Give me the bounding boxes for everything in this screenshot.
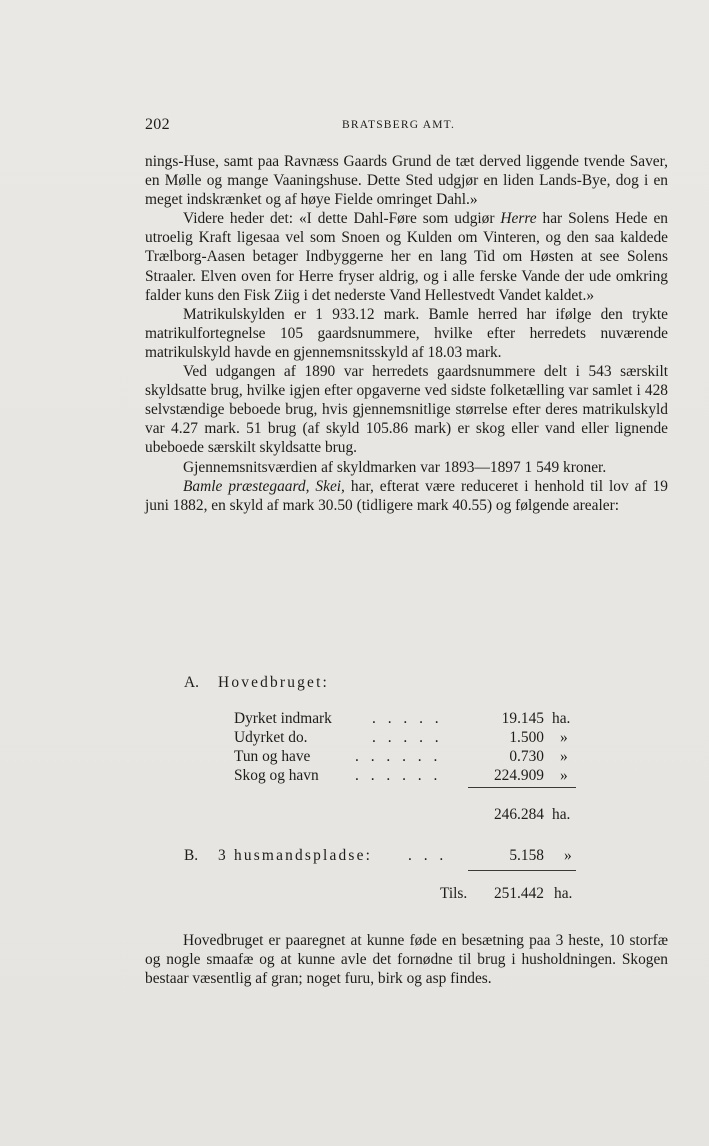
row-value-udyrket: 1.500: [509, 729, 544, 746]
row-unit-dyrket: ha.: [552, 710, 571, 727]
row-unit-udyrket: »: [560, 729, 568, 746]
row-value-skog: 224.909: [493, 767, 544, 784]
paragraph-5: Gjennemsnitsværdien af skyldmarken var 1893—1897 1 549 kroner.: [183, 458, 607, 476]
section-b-title: 3 husmandspladse:: [218, 847, 373, 864]
running-head: BRATSBERG AMT.: [342, 119, 456, 131]
section-a-letter: A.: [184, 674, 199, 691]
subtotal-unit: ha.: [552, 806, 571, 823]
paragraph-6: [145, 477, 668, 515]
row-value-dyrket: 19.145: [501, 710, 544, 727]
paragraph-2-start: Videre heder det: «I dette Dahl-Føre som udgiør: [183, 210, 501, 228]
total-unit: ha.: [554, 885, 573, 902]
paragraph-6-italic: Bamle præstegaard, Skei,: [183, 477, 345, 495]
subtotal-rule: [468, 787, 576, 788]
paragraph-4: Ved udgangen af 1890 var herredets gaardsnummere delt i 543 særskilt skyldsatte brug, hvilke igjen efter opgaverne ved sidste folketælling var samlet i 428 selvstændige beboede brug, hvis gjennemsnitlige størrelse efter deres matrikulskyld var 4.27 mark. 51 brug (af skyld 105.86 mark) er skog eller vand eller lignende ubeboede særskilt skyldsatte brug.: [145, 363, 668, 457]
paragraph-2-italic: Herre: [500, 210, 537, 228]
paragraph-3: Matrikulskylden er 1 933.12 mark. Bamle herred har ifølge den trykte matrikulfortegnelse 105 gaardsnummere, hvilke efter herredets nuværende matrikulskyld havde en gjennemsnitsskyld af 18.03 mark.: [145, 305, 668, 361]
section-b-letter: B.: [184, 847, 199, 864]
row-label-skog: Skog og havn: [234, 767, 319, 784]
page-header: [145, 116, 667, 138]
section-b-dots: . . .: [408, 847, 448, 864]
total-label: Tils.: [440, 885, 468, 902]
total-value: 251.442: [493, 885, 544, 902]
row-label-udyrket: Udyrket do.: [234, 729, 308, 746]
subtotal-value: 246.284: [493, 806, 544, 823]
section-b-unit: »: [564, 847, 572, 864]
row-dots-udyrket: . . . . .: [372, 729, 443, 746]
section-b-value: 5.158: [509, 847, 544, 864]
closing-text: [145, 931, 668, 988]
paragraph-1: nings-Huse, samt paa Ravnæss Gaards Grund de tæt derved liggende tvende Saver, en Mølle og mange Vaaningshuse. Dette Sted udgjør en liden Lands-Bye, dog i en meget indskrænket og af høye Fielde omringet Dahl.»: [145, 153, 668, 209]
paragraph-6-rest: har, efterat være reduceret i henhold til lov af 19 juni 1882, en skyld af mark 30.50 (tidligere mark 40.55) og følgende arealer:: [145, 477, 668, 514]
page-number: 202: [145, 116, 170, 133]
row-unit-tun: »: [560, 748, 568, 765]
row-value-tun: 0.730: [509, 748, 544, 765]
row-dots-tun: . . . . . .: [355, 748, 442, 765]
body-text: [145, 152, 668, 515]
closing-paragraph: Hovedbruget er paaregnet at kunne føde en besætning paa 3 heste, 10 storfæ og nogle smaafæ og at kunne avle det fornødne til brug i husholdningen. Skogen bestaar væsentlig af gran; noget furu, birk og asp findes.: [145, 932, 668, 988]
row-dots-dyrket: . . . . .: [372, 710, 443, 727]
total-rule: [468, 870, 576, 871]
row-unit-skog: »: [560, 767, 568, 784]
paragraph-2-rest: har Solens Hede en utroelig Kraft ligesaa vel som Snoen og Kulden om Vinteren, og den saa kaldede Trælborg-Aasen betager Indbyggerne her en lang Tid om Høsten at see Solens Straaler. Elven oven for Herre fryser aldrig, og i alle ferske Vande der ude omkring falder kuns den Fisk Ziig i det nederste Vand Hellestvedt Vandet kaldet.»: [145, 210, 668, 304]
row-label-dyrket: Dyrket indmark: [234, 710, 332, 727]
paragraph-2: [145, 209, 668, 304]
row-dots-skog: . . . . . .: [355, 767, 442, 784]
section-a-title: Hovedbruget:: [218, 674, 330, 691]
row-label-tun: Tun og have: [234, 748, 311, 765]
